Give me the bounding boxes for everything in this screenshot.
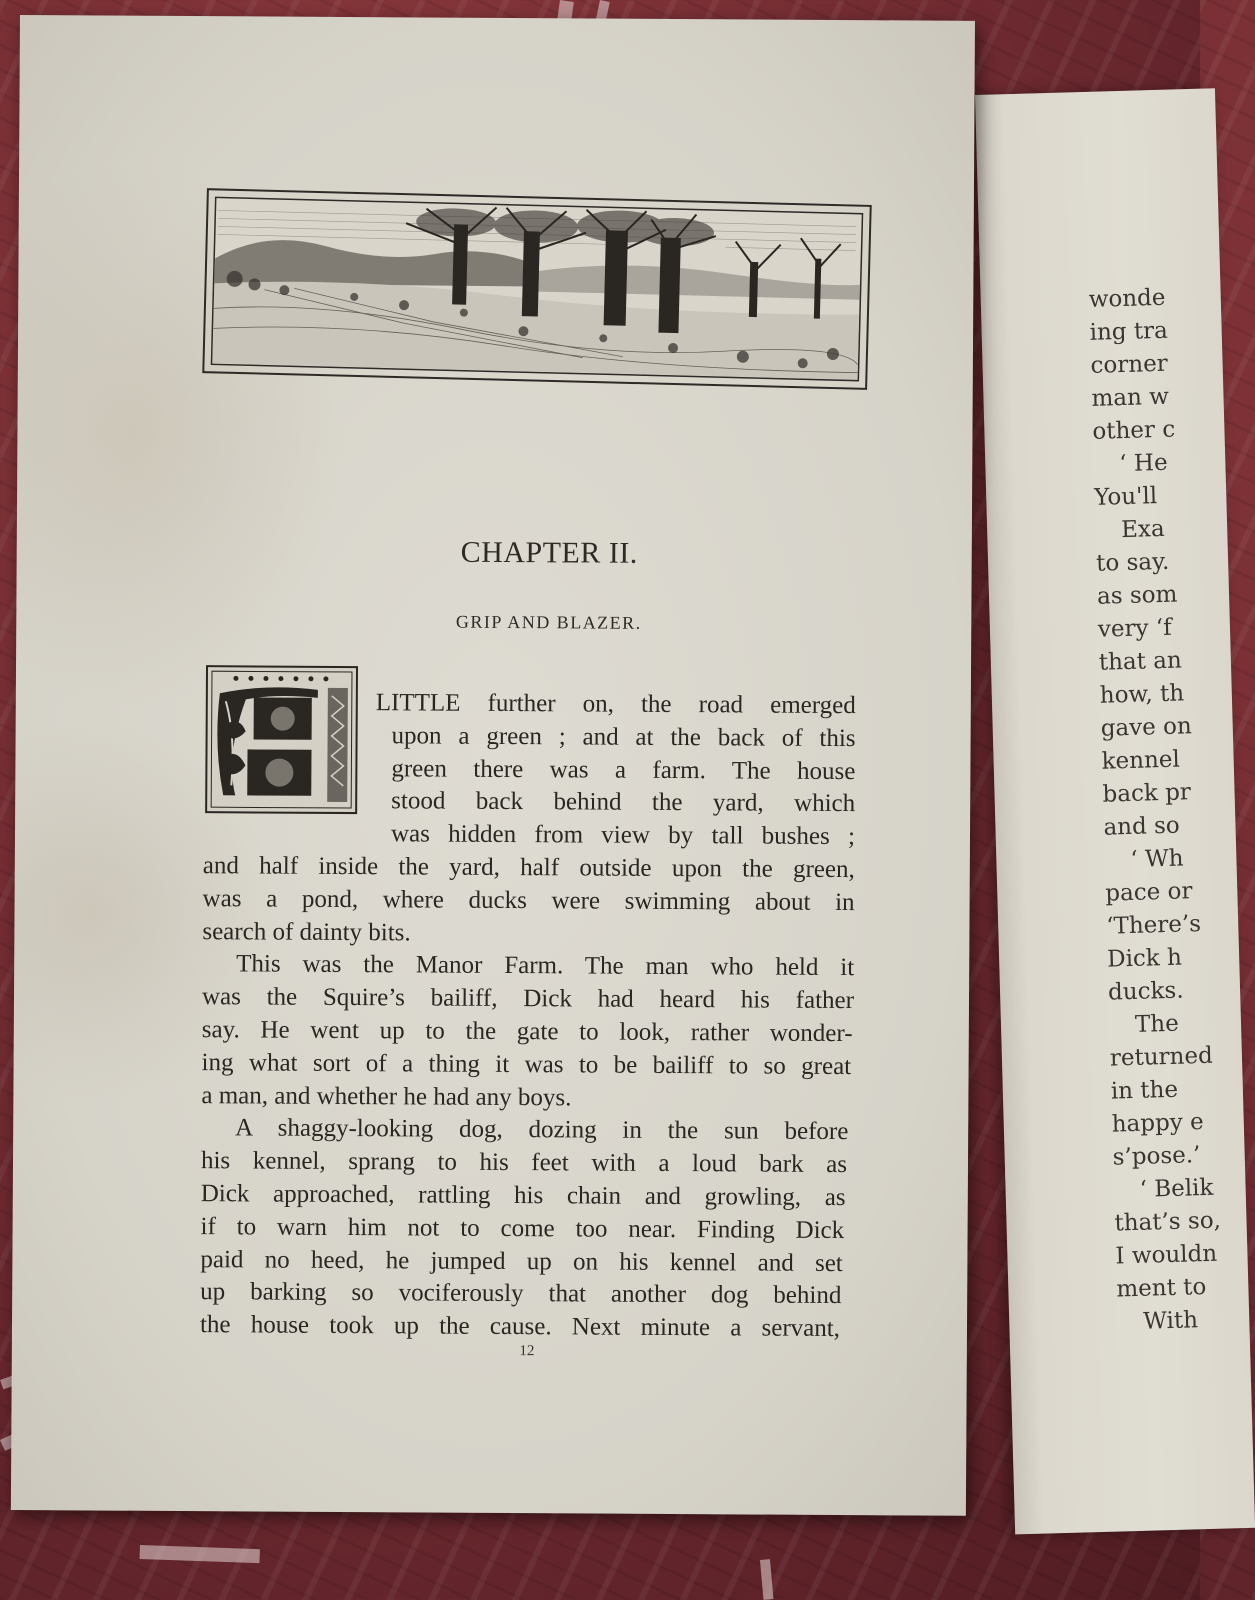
text-line: was a pond, where ducks were swimming about in	[202, 884, 855, 916]
text-line: LITTLE further on, the road emerged	[375, 689, 856, 720]
decorated-drop-cap	[106, 556, 358, 814]
facing-text-line: With	[1142, 1307, 1199, 1335]
facing-text-line: how, th	[1099, 680, 1185, 709]
text-line: Dick approached, rattling his chain and growling, as	[200, 1180, 846, 1212]
facing-text-line: ‘ Wh	[1130, 845, 1184, 873]
text-line: if to warn him not to come too near. Finding Dick	[200, 1212, 845, 1244]
facing-text-line: pace or	[1104, 878, 1193, 907]
text-line: and half inside the yard, half outside upon the green,	[202, 852, 855, 884]
text-line: say. He went up to the gate to look, rather wonder-	[201, 1016, 853, 1048]
facing-text-line: as som	[1096, 581, 1178, 610]
text-line: paid no heed, he jumped up on his kennel and set	[200, 1245, 843, 1277]
facing-text-line: ‘ He	[1118, 449, 1169, 478]
chapter-title: CHAPTER II.	[460, 535, 638, 570]
facing-text-line: to say.	[1095, 548, 1170, 577]
facing-text-line: that an	[1098, 647, 1183, 676]
facing-text-line: corner	[1090, 350, 1169, 379]
facing-page-text	[1088, 281, 1224, 1340]
facing-text-line: ‘ Belik	[1139, 1174, 1214, 1203]
facing-text-line: I wouldn	[1115, 1240, 1218, 1270]
facing-text-line: s’pose.’	[1112, 1142, 1201, 1171]
facing-text-line: other c	[1092, 416, 1176, 445]
facing-text-line: returned	[1109, 1042, 1214, 1072]
facing-text-line: wonde	[1088, 284, 1166, 313]
facing-text-line: Dick h	[1106, 944, 1183, 973]
page-number: 12	[519, 1343, 535, 1360]
text-line: ing what sort of a thing it was to be bailiff to so great	[201, 1048, 852, 1080]
facing-text-line: You'll	[1093, 483, 1158, 511]
facing-text-line: in the	[1110, 1076, 1179, 1105]
text-line: was hidden from view by tall bushes ;	[390, 820, 856, 851]
facing-text-line: ment to	[1116, 1274, 1207, 1303]
text-line: his kennel, sprang to his feet with a loud bark as	[200, 1147, 848, 1179]
chapter-subtitle: GRIP AND BLAZER.	[455, 611, 642, 633]
cloth-stripe	[760, 1559, 773, 1600]
text-line: search of dainty bits.	[202, 917, 411, 946]
text-line: upon a green ; and at the back of this	[391, 722, 856, 752]
facing-text-line: happy e	[1111, 1109, 1205, 1138]
facing-text-line: ducks.	[1107, 977, 1184, 1006]
facing-text-line: ing tra	[1089, 317, 1169, 346]
text-line: A shaggy-looking dog, dozing in the sun before	[235, 1114, 849, 1146]
landscape-header-illustration	[202, 188, 871, 390]
facing-text-line: that’s so,	[1114, 1207, 1222, 1237]
facing-text-line: back pr	[1102, 779, 1192, 808]
facing-text-line: kennel	[1101, 746, 1181, 775]
facing-text-line: ‘There’s	[1105, 911, 1202, 940]
drop-cap-letter: A	[106, 556, 114, 568]
facing-text-line: and so	[1103, 812, 1181, 841]
facing-text-line: Exa	[1120, 515, 1166, 544]
text-line: up barking so vociferously that another dog behind	[200, 1278, 842, 1310]
facing-text-line: very ‘f	[1097, 614, 1173, 643]
text-line: was the Squire’s bailiff, Dick had heard his father	[201, 983, 855, 1015]
book-page	[11, 15, 975, 1516]
facing-page	[975, 88, 1255, 1534]
text-line: This was the Manor Farm. The man who held it	[236, 950, 855, 982]
cloth-stripe	[140, 1545, 260, 1563]
facing-text-line: gave on	[1100, 713, 1193, 742]
facing-text-line: The	[1134, 1010, 1180, 1038]
text-line: green there was a farm. The house	[391, 754, 856, 785]
text-line: stood back behind the yard, which	[391, 787, 856, 818]
text-line: a man, and whether he had any boys.	[201, 1081, 572, 1111]
facing-text-line: man w	[1091, 383, 1170, 412]
text-line: the house took up the cause. Next minute a servant,	[199, 1311, 841, 1343]
